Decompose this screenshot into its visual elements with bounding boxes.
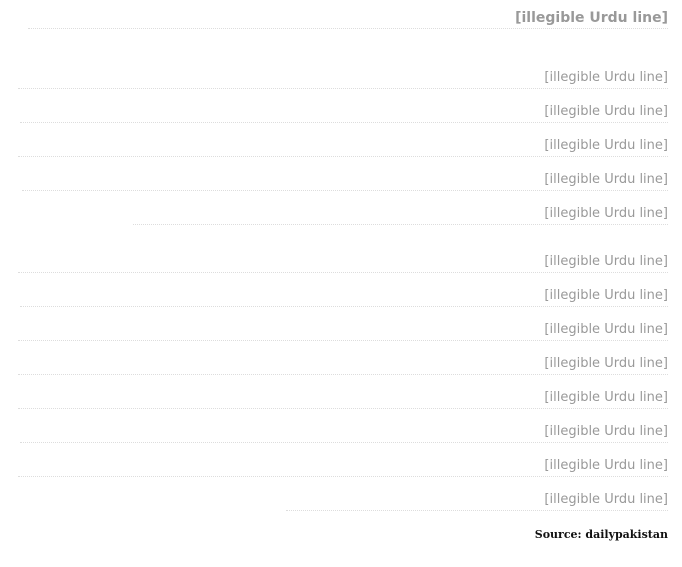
paragraph-2-line-1: [illegible Urdu line] (18, 252, 668, 273)
paragraph-2-line-2: [illegible Urdu line] (20, 286, 668, 307)
paragraph-2-line-4: [illegible Urdu line] (18, 354, 668, 375)
paragraph-1-line-1: [illegible Urdu line] (18, 68, 668, 89)
paragraph-1-line-3: [illegible Urdu line] (18, 136, 668, 157)
paragraph-2-line-3: [illegible Urdu line] (18, 320, 668, 341)
paragraph-1-line-2: [illegible Urdu line] (20, 102, 668, 123)
paragraph-1-line-5: [illegible Urdu line] (133, 204, 668, 225)
paragraph-2-line-6: [illegible Urdu line] (20, 422, 668, 443)
source-credit: Source: dailypakistan (534, 528, 668, 541)
paragraph-2-line-7: [illegible Urdu line] (18, 456, 668, 477)
headline-line-1: [illegible Urdu line] (28, 8, 668, 29)
paragraph-1-line-4: [illegible Urdu line] (22, 170, 668, 191)
paragraph-2-line-5: [illegible Urdu line] (18, 388, 668, 409)
paragraph-2-line-8: [illegible Urdu line] (286, 490, 668, 511)
